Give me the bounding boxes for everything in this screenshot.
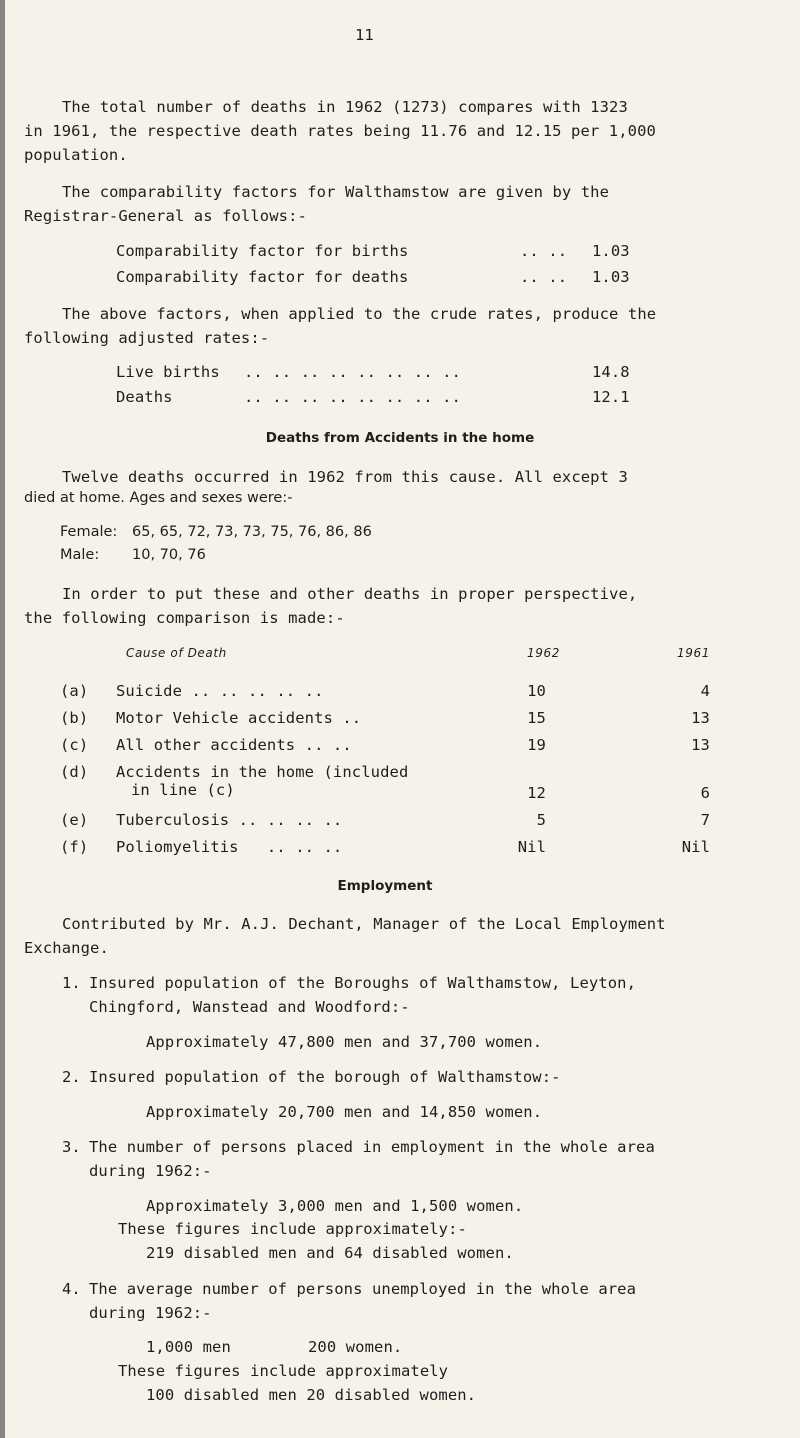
employment-contrib-line-2: Exchange. (24, 939, 109, 957)
home-accidents-line-2: died at home. Ages and sexes were:- (24, 490, 293, 506)
item-4-women: 200 women. (308, 1338, 403, 1356)
row-letter: (b) (60, 709, 89, 727)
item-3-line-1: The number of persons placed in employment in the whole area (89, 1138, 655, 1156)
comparability-line-2: Registrar-General as follows:- (24, 207, 307, 225)
row-value-1962: 10 (527, 682, 546, 700)
live-births-label: Live births (116, 363, 220, 381)
item-3-value: Approximately 3,000 men and 1,500 women. (146, 1197, 524, 1215)
intro-line-2: in 1961, the respective death rates being 11.76 and 12.15 per 1,000 (24, 122, 656, 140)
intro-line-1: The total number of deaths in 1962 (1273) compares with 1323 (62, 98, 628, 116)
item-4-note-2: 100 disabled men 20 disabled women. (146, 1386, 477, 1404)
births-factor-leader: .. .. (520, 242, 568, 260)
row-letter: (a) (60, 682, 89, 700)
item-1-line-2: Chingford, Wanstead and Woodford:- (89, 998, 410, 1016)
item-3-line-2: during 1962:- (89, 1162, 212, 1180)
row-value-1961: Nil (681, 838, 710, 856)
comparability-line-1: The comparability factors for Walthamstow are given by the (62, 183, 610, 201)
employment-contrib-line-1: Contributed by Mr. A.J. Dechant, Manager of the Local Employment (62, 915, 666, 933)
row-value-1962: 5 (536, 811, 546, 829)
item-2-line-1: Insured population of the borough of Walthamstow:- (89, 1068, 561, 1086)
col-1962-header: 1962 (527, 646, 560, 660)
item-3-note-2: 219 disabled men and 64 disabled women. (146, 1244, 514, 1262)
col-cause-header: Cause of Death (126, 646, 227, 660)
births-factor-value: 1.03 (592, 242, 630, 260)
row-value-1961: 6 (700, 784, 710, 802)
deaths-factor-label: Comparability factor for deaths (116, 268, 409, 286)
row-value-1961: 7 (700, 811, 710, 829)
row-value-1962: 15 (527, 709, 546, 727)
item-4-line-2: during 1962:- (89, 1304, 212, 1322)
row-value-1961: 13 (691, 709, 710, 727)
deaths-rate-leader: .. .. .. .. .. .. .. .. (244, 388, 461, 406)
deaths-factor-value: 1.03 (592, 268, 630, 286)
row-letter: (d) (60, 763, 89, 781)
item-3-note-1: These figures include approximately:- (118, 1220, 467, 1238)
male-label: Male: (60, 547, 100, 563)
home-accidents-heading: Deaths from Accidents in the home (265, 430, 535, 446)
item-1-line-1: Insured population of the Boroughs of Walthamstow, Leyton, (89, 974, 637, 992)
employment-heading: Employment (337, 878, 433, 894)
item-4-number: 4. (62, 1280, 81, 1298)
row-cause: Tuberculosis .. .. .. .. (116, 811, 343, 829)
item-3-number: 3. (62, 1138, 81, 1156)
row-letter: (c) (60, 736, 89, 754)
intro-line-3: population. (24, 146, 128, 164)
deaths-rate-label: Deaths (116, 388, 173, 406)
item-2-value: Approximately 20,700 men and 14,850 women. (146, 1103, 543, 1121)
row-cause-continued: in line (c) (131, 781, 235, 799)
male-ages: 10, 70, 76 (132, 547, 206, 563)
item-4-men: 1,000 men (146, 1338, 231, 1356)
page-number: 11 (355, 26, 374, 44)
item-1-number: 1. (62, 974, 81, 992)
comparison-line-1: In order to put these and other deaths in proper perspective, (62, 585, 638, 603)
item-2-number: 2. (62, 1068, 81, 1086)
row-letter: (f) (60, 838, 89, 856)
col-1961-header: 1961 (677, 646, 710, 660)
item-4-line-1: The average number of persons unemployed in the whole area (89, 1280, 637, 1298)
row-letter: (e) (60, 811, 89, 829)
row-value-1962: Nil (517, 838, 546, 856)
female-ages: 65, 65, 72, 73, 73, 75, 76, 86, 86 (132, 524, 372, 540)
female-label: Female: (60, 524, 118, 540)
row-value-1962: 19 (527, 736, 546, 754)
row-value-1961: 13 (691, 736, 710, 754)
row-cause: Suicide .. .. .. .. .. (116, 682, 324, 700)
adjusted-line-1: The above factors, when applied to the crude rates, produce the (62, 305, 657, 323)
deaths-rate-value: 12.1 (592, 388, 630, 406)
deaths-factor-leader: .. .. (520, 268, 568, 286)
adjusted-line-2: following adjusted rates:- (24, 329, 270, 347)
births-factor-label: Comparability factor for births (116, 242, 409, 260)
row-value-1962: 12 (527, 784, 546, 802)
item-1-value: Approximately 47,800 men and 37,700 women. (146, 1033, 543, 1051)
row-cause: Poliomyelitis .. .. .. (116, 838, 343, 856)
row-cause: Motor Vehicle accidents .. (116, 709, 362, 727)
page-binding-edge (0, 0, 5, 1438)
live-births-leader: .. .. .. .. .. .. .. .. (244, 363, 461, 381)
row-cause: All other accidents .. .. (116, 736, 352, 754)
row-cause: Accidents in the home (included (116, 763, 409, 781)
live-births-value: 14.8 (592, 363, 630, 381)
home-accidents-line-1: Twelve deaths occurred in 1962 from this cause. All except 3 (62, 468, 628, 486)
row-value-1961: 4 (700, 682, 710, 700)
item-4-note-1: These figures include approximately (118, 1362, 449, 1380)
comparison-line-2: the following comparison is made:- (24, 609, 345, 627)
